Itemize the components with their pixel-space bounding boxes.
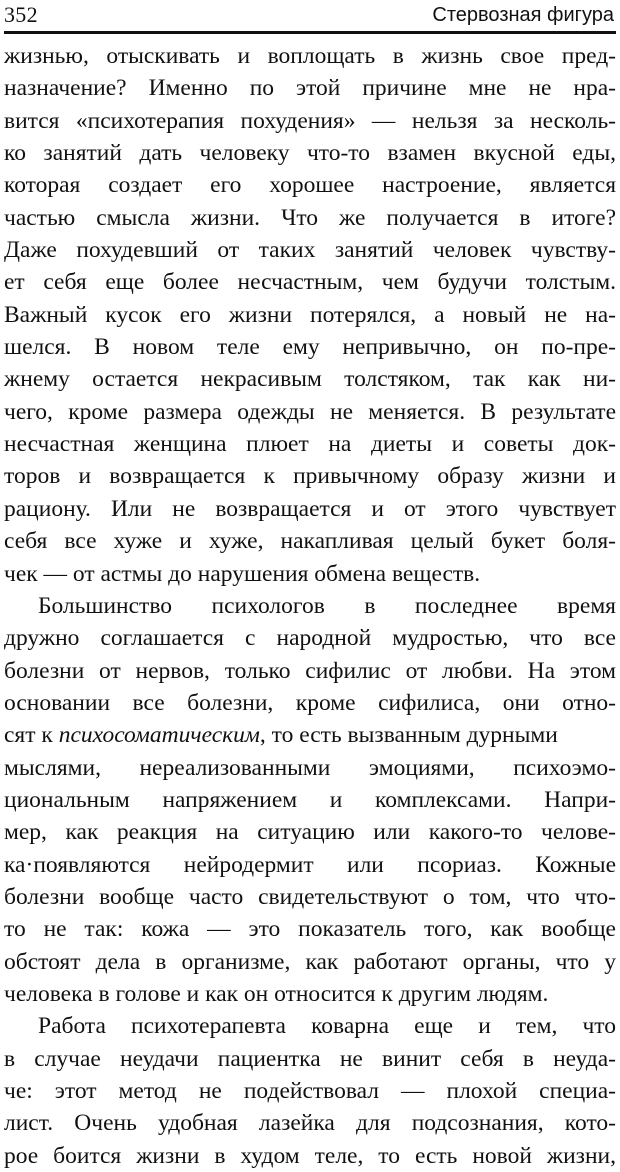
text-line: торов и возвращается к привычному образу жизни и	[4, 463, 616, 490]
text-line: вится «психотерапия похудения» — нельзя за несколь-	[4, 107, 616, 134]
text-run: сят к	[4, 722, 59, 749]
text-line: жнему остается некрасивым толстяком, так как ни-	[4, 366, 616, 393]
text-line: частью смысла жизни. Что же получается в итоге?	[4, 204, 616, 231]
text-line: мер, как реакция на ситуацию или какого-то челове-	[4, 819, 616, 846]
text-line: болезни от нервов, только сифилис от любви. На этом	[4, 657, 616, 684]
text-line: лист. Очень удобная лазейка для подсознания, кото-	[4, 1110, 616, 1137]
text-line: себя все хуже и хуже, накапливая целый букет боля-	[4, 528, 616, 555]
text-line: Большинство психологов в последнее время	[38, 592, 616, 619]
text-line: в случае неудачи пациентка не винит себя в неуда-	[4, 1045, 616, 1072]
text-line: Даже похудевший от таких занятий человек чувству-	[4, 237, 616, 264]
body-text	[4, 40, 616, 1172]
text-line: жизнью, отыскивать и воплощать в жизнь свое пред-	[4, 43, 616, 69]
text-run: , то есть вызванным дурными	[259, 722, 558, 749]
page-header	[2, 0, 616, 32]
text-line: циональным напряжением и комплексами. Напри-	[4, 786, 616, 813]
emphasized-term: психосоматическим	[58, 722, 260, 749]
text-line: шелся. В новом теле ему непривычно, он по-пре-	[4, 334, 616, 361]
text-line: обстоят дела в организме, как работают органы, что у	[4, 948, 616, 975]
text-line: мыслями, нереализованными эмоциями, психоэмо-	[4, 754, 616, 781]
text-line: ет себя еще более несчастным, чем будучи толстым.	[4, 269, 616, 296]
text-line: дружно соглашается с народной мудростью, что все	[4, 625, 616, 652]
header-rule	[4, 31, 616, 34]
text-line: Важный кусок его жизни потерялся, а новый не на-	[4, 301, 616, 328]
text-line: ка·появляются нейродермит или псориаз. Кожные	[4, 851, 616, 878]
text-line: рациону. Или не возвращается и от этого чувствует	[4, 495, 616, 522]
text-line: че: этот метод не подействовал — плохой специа-	[4, 1078, 616, 1104]
text-line: чек — от астмы до нарушения обмена веществ.	[4, 560, 481, 587]
page-number: 352	[4, 2, 38, 27]
text-line: Работа психотерапевта коварна еще и тем, что	[38, 1013, 616, 1040]
text-line: человека в голове и как он относится к другим людям.	[4, 980, 549, 1007]
paragraph-1	[4, 40, 616, 590]
text-line: чего, кроме размера одежды не меняется. В результате	[4, 398, 616, 425]
text-line: основании все болезни, кроме сифилиса, они отно-	[4, 689, 616, 716]
text-line: то не так: кожа — это показатель того, как вообще	[4, 916, 616, 943]
text-line: ко занятий дать человеку что-то взамен вкусной еды,	[4, 140, 616, 167]
paragraph-3	[4, 1010, 616, 1172]
text-line: рое боится жизни в худом теле, то есть новой жизни,	[4, 1142, 616, 1169]
running-title: Стервозная фигура	[432, 4, 614, 26]
text-line: несчастная женщина плюет на диеты и советы док-	[4, 431, 616, 458]
text-line: болезни вообще часто свидетельствуют о том, что что-	[4, 883, 616, 910]
text-line: назначение? Именно по этой причине мне не нра-	[4, 75, 616, 102]
text-line	[4, 719, 616, 751]
text-line: которая создает его хорошее настроение, является	[4, 172, 616, 199]
paragraph-2	[4, 590, 616, 1010]
